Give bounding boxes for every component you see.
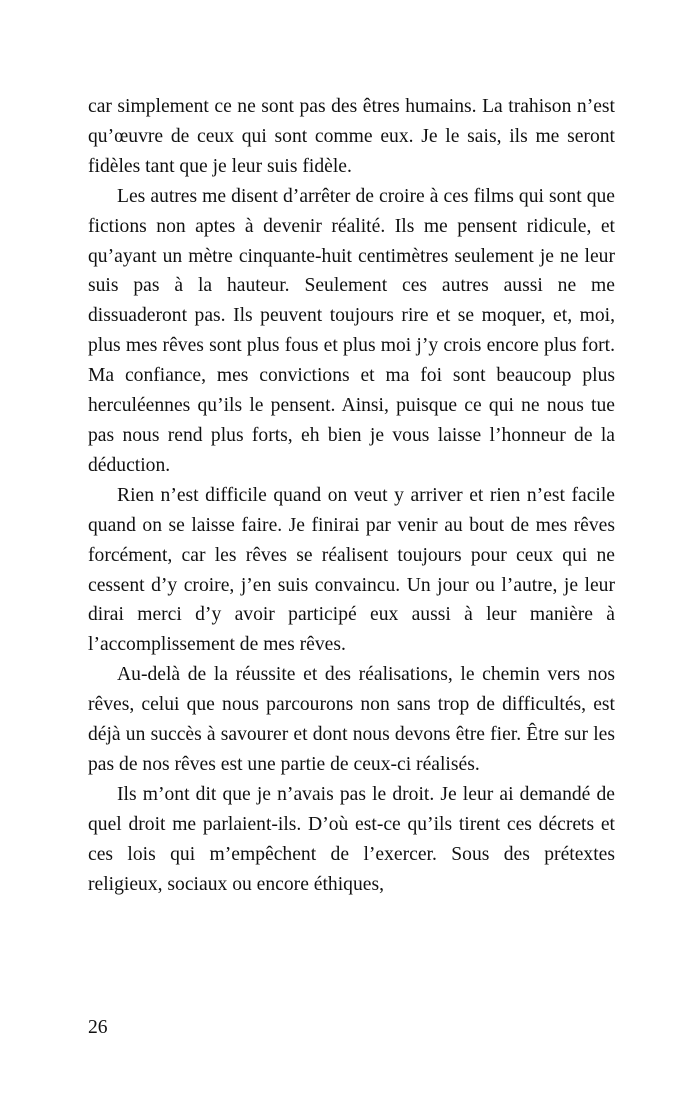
- paragraph-2: Les autres me disent d’arrêter de croire à ces films qui sont que fictions non aptes à devenir réalité. Ils me pensent ridicule, et qu’ayant un mètre cinquante-huit centimètres seulement je ne leur suis pas à la hauteur. Seulement ces autres aussi ne me dissuaderont pas. Ils peuvent toujours rire et se moquer, et, moi, plus mes rêves sont plus fous et plus moi j’y crois encore plus fort. Ma confiance, mes convictions et ma foi sont beaucoup plus herculéennes qu’ils le pensent. Ainsi, puisque ce qui ne nous tue pas nous rend plus forts, eh bien je vous laisse l’honneur de la déduction.: [88, 185, 615, 476]
- page-number: 26: [88, 1017, 108, 1038]
- paragraph-5: Ils m’ont dit que je n’avais pas le droit. Je leur ai demandé de quel droit me parlaient-ils. D’où est-ce qu’ils tirent ces décrets et ces lois qui m’empêchent de l’exercer. Sous des prétextes religieux, sociaux ou encore éthiques,: [88, 783, 615, 895]
- paragraph-3: Rien n’est difficile quand on veut y arriver et rien n’est facile quand on se laisse faire. Je finirai par venir au bout de mes rêves forcément, car les rêves se réalisent toujours pour ceux qui ne cessent d’y croire, j’en suis convaincu. Un jour ou l’autre, je leur dirai merci d’y avoir participé eux aussi à leur manière à l’accomplissement de mes rêves.: [88, 484, 615, 656]
- paragraph-4: Au-delà de la réussite et des réalisations, le chemin vers nos rêves, celui que nous parcourons non sans trop de difficultés, est déjà un succès à savourer et dont nous devons être fier. Être sur les pas de nos rêves est une partie de ceux-ci réalisés.: [88, 664, 615, 775]
- body-text: [88, 92, 615, 899]
- paragraph-1: car simplement ce ne sont pas des êtres humains. La trahison n’est qu’œuvre de ceux qui sont comme eux. Je le sais, ils me seront fidèles tant que je leur suis fidèle.: [88, 96, 615, 177]
